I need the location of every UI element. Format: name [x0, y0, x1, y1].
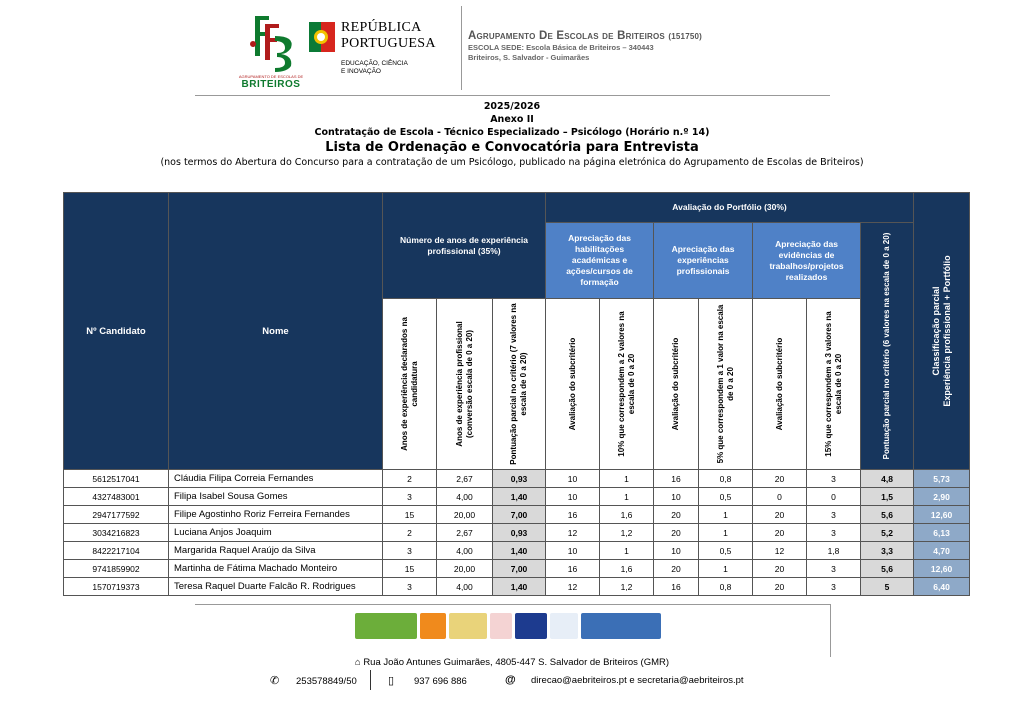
location-line: Briteiros, S. Salvador - Guimarães — [468, 53, 590, 62]
final-value: 6,40 — [914, 578, 970, 596]
eval2-value: 20 — [654, 560, 699, 578]
candidates-table — [63, 192, 970, 596]
eval2-value: 16 — [654, 470, 699, 488]
candidate-number: 4327483001 — [64, 488, 169, 506]
republica-line1: REPÚBLICA — [341, 20, 422, 35]
phone2-text: 937 696 886 — [414, 676, 467, 687]
table-row — [64, 488, 970, 506]
eval2-value: 20 — [654, 506, 699, 524]
header-experience-partial — [493, 299, 546, 470]
table-row — [64, 560, 970, 578]
pct15-value: 3 — [807, 506, 861, 524]
final-value: 4,70 — [914, 542, 970, 560]
pct5-value: 1 — [699, 506, 753, 524]
header-15pct — [807, 299, 861, 470]
eval3-value: 0 — [753, 488, 807, 506]
exp-partial-value: 7,00 — [493, 506, 546, 524]
contact-divider — [370, 670, 371, 690]
port-partial-value: 5,2 — [861, 524, 914, 542]
port-partial-value: 1,5 — [861, 488, 914, 506]
candidate-name: Teresa Raquel Duarte Falcão R. Rodrigues — [169, 578, 383, 596]
agrupamento-name: Agrupamento De Escolas de Briteiros — [468, 30, 665, 42]
final-value: 2,90 — [914, 488, 970, 506]
years-value: 2 — [383, 470, 437, 488]
port-partial-value: 5 — [861, 578, 914, 596]
candidate-name: Martinha de Fátima Machado Monteiro — [169, 560, 383, 578]
port-partial-value: 5,6 — [861, 560, 914, 578]
header-school-info — [468, 30, 1008, 62]
years-declared-label: Anos de experiência declarados na candidatura — [399, 317, 419, 451]
final-value: 12,60 — [914, 506, 970, 524]
eval2-value: 10 — [654, 488, 699, 506]
eval3-value: 20 — [753, 524, 807, 542]
pct10-value: 1 — [600, 542, 654, 560]
header-portfolio-partial — [861, 223, 914, 470]
heart-badge — [490, 613, 512, 639]
header-divider — [461, 6, 462, 90]
email-text[interactable]: direcao@aebriteiros.pt e secretaria@aebriteiros.pt — [531, 675, 744, 686]
phone1 — [270, 674, 357, 687]
footer-contacts — [270, 672, 770, 692]
years-value: 3 — [383, 542, 437, 560]
pct5-value: 0,8 — [699, 470, 753, 488]
eval1-value: 10 — [546, 488, 600, 506]
eval3-value: 20 — [753, 560, 807, 578]
port-partial-value: 3,3 — [861, 542, 914, 560]
candidate-number: 1570719373 — [64, 578, 169, 596]
ministry-name — [341, 60, 451, 76]
eval1-value: 10 — [546, 542, 600, 560]
pct15-label: 15% que correspondem a 3 valores na escala de 0 a 20 — [823, 311, 843, 457]
exp-partial-value: 1,40 — [493, 488, 546, 506]
pct5-value: 0,5 — [699, 488, 753, 506]
document-subtitle: Contratação de Escola - Técnico Especializado – Psicólogo (Horário n.º 14) — [314, 127, 710, 138]
eco-escolas-badge — [355, 613, 417, 639]
footer-badges — [355, 611, 671, 641]
header-experience-group: Número de anos de experiência profissional (35%) — [383, 193, 546, 299]
phone1-text: 253578849/50 — [296, 676, 357, 687]
header-name: Nome — [169, 193, 383, 470]
pct15-value: 3 — [807, 470, 861, 488]
table-row — [64, 542, 970, 560]
exp-partial-value: 7,00 — [493, 560, 546, 578]
header-final-score — [914, 193, 970, 470]
school-logo-icon — [235, 10, 307, 74]
candidate-number: 9741859902 — [64, 560, 169, 578]
header-eval3 — [753, 299, 807, 470]
document-titles — [0, 100, 1024, 169]
at-icon: @ — [505, 674, 516, 686]
pct10-value: 1 — [600, 488, 654, 506]
table-row — [64, 470, 970, 488]
pct15-value: 0 — [807, 488, 861, 506]
phone2 — [388, 674, 467, 687]
eval1-value: 16 — [546, 560, 600, 578]
emails — [505, 674, 744, 686]
agrupamento-title — [468, 30, 1008, 42]
years-value: 3 — [383, 488, 437, 506]
exp-partial-value: 0,93 — [493, 524, 546, 542]
eval3-value: 20 — [753, 506, 807, 524]
school-badge — [449, 613, 487, 639]
header-experiencias: Apreciação das experiências profissionais — [654, 223, 753, 299]
experience-partial-label: Pontuação parcial no critério (7 valores na escala de 0 a 20) — [509, 303, 528, 465]
pct15-value: 3 — [807, 524, 861, 542]
eval2-value: 10 — [654, 542, 699, 560]
esafety-label-badge — [581, 613, 661, 639]
conv-value: 2,67 — [437, 470, 493, 488]
final-value: 6,13 — [914, 524, 970, 542]
school-logo-line-big: BRITEIROS — [241, 79, 301, 90]
sede-line: ESCOLA SEDE: Escola Básica de Briteiros – 340443 — [468, 43, 654, 52]
eval1-value: 10 — [546, 470, 600, 488]
exp-partial-value: 0,93 — [493, 470, 546, 488]
candidate-name: Margarida Raquel Araújo da Silva — [169, 542, 383, 560]
address-text: Rua João Antunes Guimarães, 4805-447 S. Salvador de Briteiros (GMR) — [363, 657, 670, 668]
document-note: (nos termos do Abertura do Concurso para a contratação de um Psicólogo, publicado na página eletrónica do Agrupamento de Escolas de Briteiros) — [160, 157, 864, 168]
header-habilitacoes: Apreciação das habilitações académicas e ações/cursos de formação — [546, 223, 654, 299]
header-candidate-number: Nº Candidato — [64, 193, 169, 470]
exp-partial-value: 1,40 — [493, 578, 546, 596]
pct5-value: 1 — [699, 560, 753, 578]
candidate-name: Filipe Agostinho Roriz Ferreira Fernandes — [169, 506, 383, 524]
conv-value: 20,00 — [437, 506, 493, 524]
candidate-name: Luciana Anjos Joaquim — [169, 524, 383, 542]
candidate-number: 5612517041 — [64, 470, 169, 488]
years-value: 2 — [383, 524, 437, 542]
header-logos — [225, 8, 460, 96]
eval3-value: 12 — [753, 542, 807, 560]
exp-partial-value: 1,40 — [493, 542, 546, 560]
final-value: 12,60 — [914, 560, 970, 578]
pct15-value: 3 — [807, 578, 861, 596]
eval3-value: 20 — [753, 578, 807, 596]
eval1-value: 16 — [546, 506, 600, 524]
school-logo-line-small: AGRUPAMENTO DE ESCOLAS DE — [238, 74, 304, 79]
ministry-line2: E INOVAÇÃO — [341, 68, 381, 75]
header-portfolio-group: Avaliação do Portfólio (30%) — [546, 193, 914, 223]
candidate-name: Cláudia Filipa Correia Fernandes — [169, 470, 383, 488]
pct10-value: 1,2 — [600, 578, 654, 596]
pct5-value: 0,8 — [699, 578, 753, 596]
final-score-line1: Classificação parcial — [930, 286, 941, 376]
pct10-value: 1 — [600, 470, 654, 488]
document-title: Lista de Ordenação e Convocatória para Entrevista — [325, 140, 699, 155]
agrupamento-code: (151750) — [668, 32, 703, 41]
eval1-label: Avaliação do subcritério — [567, 337, 577, 431]
years-value: 15 — [383, 506, 437, 524]
eval3-value: 20 — [753, 470, 807, 488]
years-converted-label: Anos de experiência profissional (conversão escala de 0 a 20) — [454, 321, 474, 447]
pct5-value: 0,5 — [699, 542, 753, 560]
republica-line2: PORTUGUESA — [341, 36, 436, 51]
footer-address — [0, 657, 1024, 668]
school-year: 2025/2026 — [483, 101, 541, 112]
eval2-value: 20 — [654, 524, 699, 542]
mobile-icon: ▯ — [388, 675, 395, 687]
pct10-value: 1,2 — [600, 524, 654, 542]
pct5-label: 5% que correspondem a 1 valor na escala de 0 a 20 — [715, 304, 735, 464]
header-years-converted — [437, 299, 493, 470]
pct5-value: 1 — [699, 524, 753, 542]
final-value: 5,73 — [914, 470, 970, 488]
conv-value: 4,00 — [437, 488, 493, 506]
eval2-label: Avaliação do subcritério — [671, 337, 681, 431]
candidate-number: 3034216823 — [64, 524, 169, 542]
portfolio-partial-label: Pontuação parcial no critério (6 valores na escala de 0 a 20) — [882, 232, 892, 460]
header-years-declared — [383, 299, 437, 470]
header-eval2 — [654, 299, 699, 470]
eval2-value: 16 — [654, 578, 699, 596]
pct15-value: 1,8 — [807, 542, 861, 560]
ministry-line1: EDUCAÇÃO, CIÊNCIA — [341, 60, 408, 67]
header-rule — [195, 95, 830, 96]
conv-value: 20,00 — [437, 560, 493, 578]
years-value: 15 — [383, 560, 437, 578]
port-partial-value: 4,8 — [861, 470, 914, 488]
republica-emblem-icon — [307, 18, 337, 58]
header-5pct — [699, 299, 753, 470]
candidate-number: 8422217104 — [64, 542, 169, 560]
etwinning-badge — [550, 613, 578, 639]
header-10pct — [600, 299, 654, 470]
eval1-value: 12 — [546, 524, 600, 542]
pct15-value: 3 — [807, 560, 861, 578]
phone-icon: ✆ — [270, 675, 280, 687]
final-score-line2: Experiência profissional + Portfólio — [941, 255, 952, 407]
years-value: 3 — [383, 578, 437, 596]
conv-value: 2,67 — [437, 524, 493, 542]
home-icon: ⌂ — [354, 657, 361, 668]
pct10-label: 10% que correspondem a 2 valores na escala de 0 a 20 — [616, 311, 636, 457]
republica-logo — [307, 16, 457, 88]
erasmus-badge — [515, 613, 547, 639]
table-row — [64, 506, 970, 524]
conv-value: 4,00 — [437, 542, 493, 560]
conv-value: 4,00 — [437, 578, 493, 596]
candidate-number: 2947177592 — [64, 506, 169, 524]
eval3-label: Avaliação do subcritério — [774, 337, 784, 431]
header-eval1 — [546, 299, 600, 470]
pct10-value: 1,6 — [600, 560, 654, 578]
table-row — [64, 578, 970, 596]
anexo-label: Anexo II — [490, 114, 534, 125]
orange-badge — [420, 613, 446, 639]
pct10-value: 1,6 — [600, 506, 654, 524]
port-partial-value: 5,6 — [861, 506, 914, 524]
school-logo — [235, 10, 307, 90]
table-row — [64, 524, 970, 542]
eval1-value: 12 — [546, 578, 600, 596]
header-evidencias: Apreciação das evidências de trabalhos/projetos realizados — [753, 223, 861, 299]
candidate-name: Filipa Isabel Sousa Gomes — [169, 488, 383, 506]
